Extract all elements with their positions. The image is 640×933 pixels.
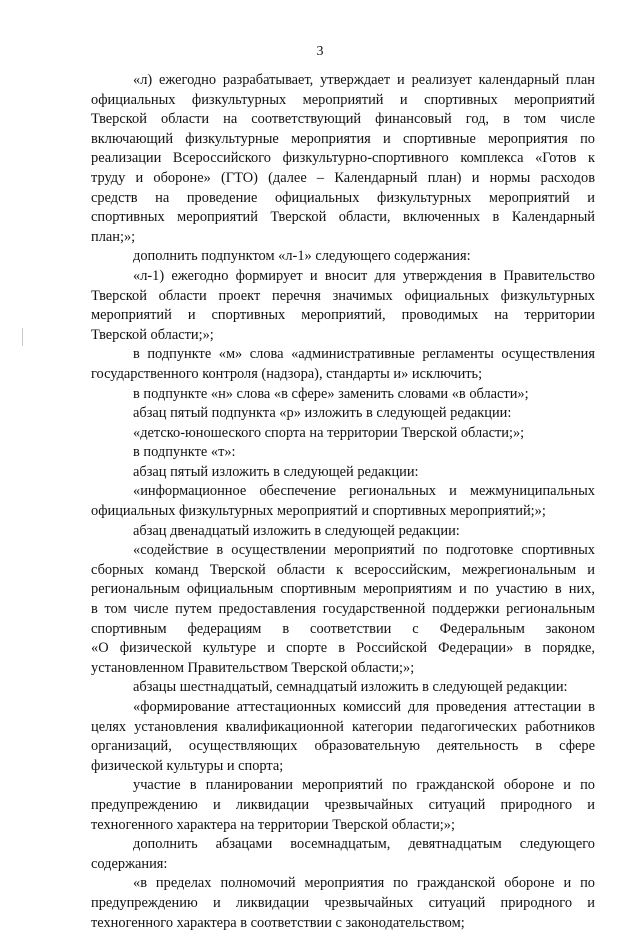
text-line: сборных команд Тверской области к всероссийским, межрегиональным и	[91, 561, 595, 578]
text-line: участие в планировании мероприятий по гражданской обороне и по	[133, 777, 595, 794]
text-line: реализации Всероссийского физкультурно-спортивного комплекса «Готов к	[91, 150, 595, 167]
text-line: «л) ежегодно разрабатывает, утверждает и реализует календарный план	[133, 72, 595, 88]
text-line: региональным официальным спортивным мероприятиям и по участию в них,	[91, 581, 595, 598]
document-body	[91, 71, 595, 933]
text-line: дополнить абзацами восемнадцатым, девятнадцатым следующего	[133, 836, 595, 853]
text-line: в подпункте «м» слова «административные регламенты осуществления	[133, 346, 595, 363]
text-line: труду и обороне» (ГТО) (далее – Календарный план) и нормы расходов	[91, 169, 595, 186]
text-line: техногенного характера в соответствии с законодательством;	[91, 914, 465, 931]
text-line: «О физической культуре и спорте в Российской Федерации» в порядке,	[91, 640, 595, 657]
text-line: абзац пятый подпункта «р» изложить в следующей редакции:	[133, 405, 512, 422]
text-line: предупреждению и ликвидации чрезвычайных ситуаций природного и	[91, 796, 595, 813]
text-line: «в пределах полномочий мероприятия по гражданской обороне и по	[133, 875, 595, 892]
text-line: средств на проведение официальных физкультурных мероприятий и	[91, 189, 595, 206]
text-line: в подпункте «т»:	[133, 444, 236, 461]
text-line: организаций, осуществляющих образовательную деятельность в сфере	[91, 738, 595, 755]
page-number: 3	[316, 44, 324, 59]
text-line: содержания:	[91, 855, 168, 872]
paragraph	[91, 71, 595, 247]
text-line: Тверской области проект перечня значимых официальных физкультурных	[91, 287, 595, 304]
text-line: государственного контроля (надзора), стандарты и» исключить;	[91, 365, 483, 382]
text-line: абзацы шестнадцатый, семнадцатый изложить в следующей редакции:	[133, 679, 568, 696]
paragraph	[91, 424, 595, 444]
text-line: абзац двенадцатый изложить в следующей редакции:	[133, 522, 460, 539]
text-line: официальных физкультурных мероприятий и спортивных мероприятий	[91, 91, 595, 108]
text-line: физической культуры и спорта;	[91, 757, 284, 774]
text-line: дополнить подпунктом «л-1» следующего содержания:	[133, 248, 471, 265]
text-line: «информационное обеспечение региональных и межмуниципальных	[133, 483, 595, 500]
text-line: официальных физкультурных мероприятий и спортивных мероприятий;»;	[91, 503, 546, 520]
text-line: целях установления квалификационной категории педагогических работников	[91, 718, 595, 735]
paragraph	[91, 385, 595, 405]
text-line: спортивным федерациям в соответствии с Федеральным законом	[91, 620, 595, 637]
text-line: в том числе путем предоставления государственной поддержки региональным	[91, 601, 595, 618]
text-line: Тверской области на соответствующий финансовый год, в том числе	[91, 111, 595, 128]
text-line: абзац пятый изложить в следующей редакции:	[133, 463, 419, 480]
paragraph	[91, 247, 595, 267]
text-line: установленном Правительством Тверской области;»;	[91, 659, 415, 676]
text-line: предупреждению и ликвидации чрезвычайных ситуаций природного и	[91, 894, 595, 911]
paragraph	[91, 835, 595, 874]
paragraph	[91, 522, 595, 542]
paragraph	[91, 776, 595, 835]
paragraph	[91, 541, 595, 678]
text-line: мероприятий и спортивных мероприятий, проводимых на территории	[91, 307, 595, 324]
text-line: «формирование аттестационных комиссий для проведения аттестации в	[133, 699, 595, 715]
text-line: включающий физкультурные мероприятия и спортивные мероприятия по	[91, 130, 595, 147]
paragraph	[91, 678, 595, 698]
paragraph	[91, 698, 595, 776]
text-line: спортивных мероприятий Тверской области, включенных в Календарный	[91, 209, 595, 226]
paragraph	[91, 443, 595, 463]
scan-artifact	[22, 328, 23, 346]
paragraph	[91, 463, 595, 483]
text-line: «содействие в осуществлении мероприятий по подготовке спортивных	[133, 542, 595, 559]
text-line: Тверской области;»;	[91, 326, 214, 343]
text-line: «л-1) ежегодно формирует и вносит для утверждения в Правительство	[133, 267, 595, 284]
paragraph	[91, 404, 595, 424]
paragraph	[91, 482, 595, 521]
text-line: «детско-юношеского спорта на территории Тверской области;»;	[133, 424, 525, 441]
text-line: в подпункте «н» слова «в сфере» заменить словами «в области»;	[133, 385, 529, 402]
text-line: план;»;	[91, 228, 136, 245]
text-line: техногенного характера на территории Тверской области;»;	[91, 816, 455, 833]
paragraph	[91, 345, 595, 384]
paragraph	[91, 874, 595, 933]
paragraph	[91, 267, 595, 345]
